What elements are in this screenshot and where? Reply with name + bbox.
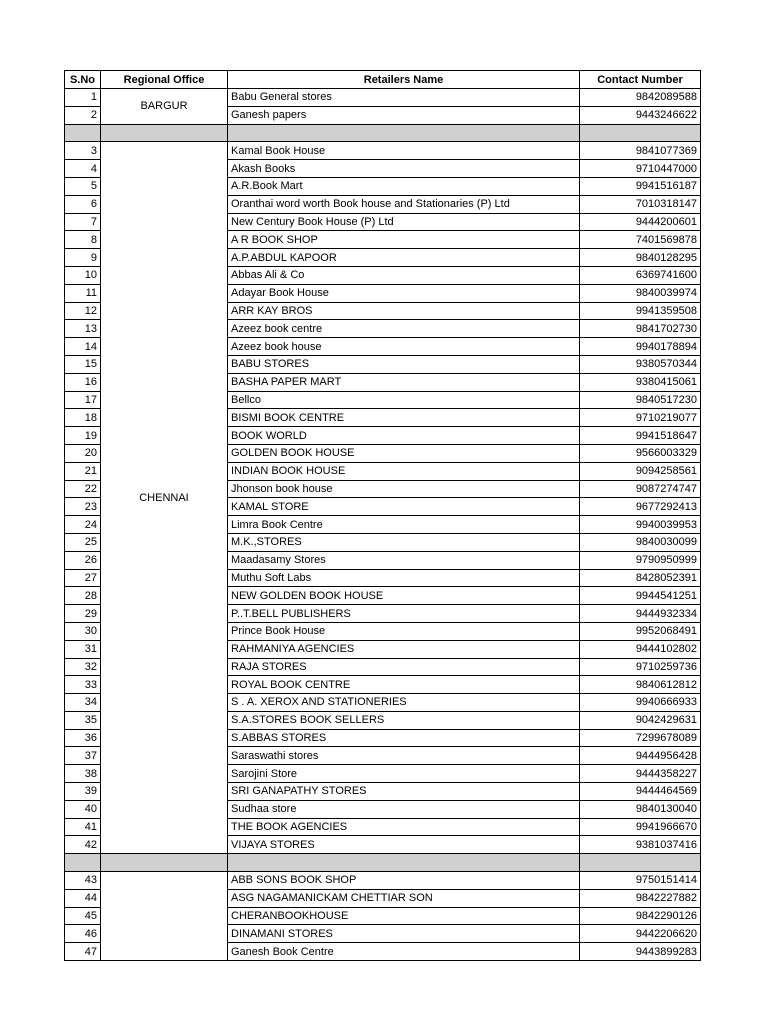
sno-cell: 6 bbox=[65, 195, 101, 213]
retailer-name-cell: Azeez book house bbox=[228, 338, 580, 356]
retailer-name-cell: ARR KAY BROS bbox=[228, 302, 580, 320]
retailer-name-cell: INDIAN BOOK HOUSE bbox=[228, 462, 580, 480]
retailers-table bbox=[64, 70, 701, 961]
contact-number-cell: 9840517230 bbox=[580, 391, 701, 409]
separator-cell bbox=[65, 854, 101, 872]
separator-cell bbox=[228, 124, 580, 142]
sno-cell: 46 bbox=[65, 925, 101, 943]
sno-cell: 34 bbox=[65, 694, 101, 712]
sno-cell: 33 bbox=[65, 676, 101, 694]
retailer-name-cell: S.A.STORES BOOK SELLERS bbox=[228, 711, 580, 729]
table-body bbox=[65, 89, 701, 961]
contact-number-cell: 9710447000 bbox=[580, 160, 701, 178]
sno-cell: 28 bbox=[65, 587, 101, 605]
contact-number-cell: 9944541251 bbox=[580, 587, 701, 605]
regional-office-cell: CHENNAI bbox=[101, 142, 228, 854]
contact-number-cell: 9380415061 bbox=[580, 373, 701, 391]
sno-cell: 16 bbox=[65, 373, 101, 391]
retailer-name-cell: M.K.,STORES bbox=[228, 533, 580, 551]
sno-cell: 18 bbox=[65, 409, 101, 427]
contact-number-cell: 9941516187 bbox=[580, 177, 701, 195]
contact-number-cell: 9940666933 bbox=[580, 694, 701, 712]
contact-number-cell: 9677292413 bbox=[580, 498, 701, 516]
separator-cell bbox=[228, 854, 580, 872]
contact-number-cell: 9840612812 bbox=[580, 676, 701, 694]
sno-cell: 12 bbox=[65, 302, 101, 320]
sno-cell: 17 bbox=[65, 391, 101, 409]
retailer-name-cell: VIJAYA STORES bbox=[228, 836, 580, 854]
sno-cell: 40 bbox=[65, 800, 101, 818]
sno-cell: 38 bbox=[65, 765, 101, 783]
sno-cell: 45 bbox=[65, 907, 101, 925]
contact-number-cell: 9840130040 bbox=[580, 800, 701, 818]
regional-office-cell: BARGUR bbox=[101, 89, 228, 125]
retailer-name-cell: P..T.BELL PUBLISHERS bbox=[228, 605, 580, 623]
contact-number-cell: 9042429631 bbox=[580, 711, 701, 729]
retailer-name-cell: BABU STORES bbox=[228, 355, 580, 373]
contact-number-cell: 9443246622 bbox=[580, 106, 701, 124]
retailer-name-cell: Maadasamy Stores bbox=[228, 551, 580, 569]
separator-cell bbox=[101, 854, 228, 872]
group-separator bbox=[65, 124, 701, 142]
sno-cell: 13 bbox=[65, 320, 101, 338]
sno-cell: 20 bbox=[65, 444, 101, 462]
header-retailers-name: Retailers Name bbox=[228, 71, 580, 89]
contact-number-cell: 9841702730 bbox=[580, 320, 701, 338]
table-row bbox=[65, 142, 701, 160]
sno-cell: 35 bbox=[65, 711, 101, 729]
retailer-name-cell: Prince Book House bbox=[228, 622, 580, 640]
sno-cell: 29 bbox=[65, 605, 101, 623]
header-row bbox=[65, 71, 701, 89]
sno-cell: 41 bbox=[65, 818, 101, 836]
sno-cell: 25 bbox=[65, 533, 101, 551]
sno-cell: 15 bbox=[65, 355, 101, 373]
sno-cell: 7 bbox=[65, 213, 101, 231]
header-sno: S.No bbox=[65, 71, 101, 89]
table-row bbox=[65, 89, 701, 107]
contact-number-cell: 9444358227 bbox=[580, 765, 701, 783]
retailer-name-cell: Sudhaa store bbox=[228, 800, 580, 818]
retailer-name-cell: THE BOOK AGENCIES bbox=[228, 818, 580, 836]
sno-cell: 37 bbox=[65, 747, 101, 765]
sno-cell: 10 bbox=[65, 266, 101, 284]
retailer-name-cell: SRI GANAPATHY STORES bbox=[228, 783, 580, 801]
retailer-name-cell: BOOK WORLD bbox=[228, 427, 580, 445]
contact-number-cell: 9842227882 bbox=[580, 889, 701, 907]
contact-number-cell: 9840030099 bbox=[580, 533, 701, 551]
contact-number-cell: 8428052391 bbox=[580, 569, 701, 587]
sno-cell: 47 bbox=[65, 943, 101, 961]
sno-cell: 22 bbox=[65, 480, 101, 498]
retailer-name-cell: RAHMANIYA AGENCIES bbox=[228, 640, 580, 658]
contact-number-cell: 9710219077 bbox=[580, 409, 701, 427]
sno-cell: 5 bbox=[65, 177, 101, 195]
sno-cell: 23 bbox=[65, 498, 101, 516]
retailer-name-cell: Azeez book centre bbox=[228, 320, 580, 338]
sno-cell: 14 bbox=[65, 338, 101, 356]
contact-number-cell: 9442206620 bbox=[580, 925, 701, 943]
contact-number-cell: 9941966670 bbox=[580, 818, 701, 836]
contact-number-cell: 9444956428 bbox=[580, 747, 701, 765]
retailer-name-cell: A.P.ABDUL KAPOOR bbox=[228, 249, 580, 267]
retailer-name-cell: ABB SONS BOOK SHOP bbox=[228, 872, 580, 890]
contact-number-cell: 9444932334 bbox=[580, 605, 701, 623]
contact-number-cell: 9444464569 bbox=[580, 783, 701, 801]
separator-cell bbox=[65, 124, 101, 142]
contact-number-cell: 9840128295 bbox=[580, 249, 701, 267]
contact-number-cell: 9444102802 bbox=[580, 640, 701, 658]
contact-number-cell: 9940039953 bbox=[580, 516, 701, 534]
sno-cell: 44 bbox=[65, 889, 101, 907]
sno-cell: 30 bbox=[65, 622, 101, 640]
header-regional-office: Regional Office bbox=[101, 71, 228, 89]
sno-cell: 3 bbox=[65, 142, 101, 160]
retailer-name-cell: KAMAL STORE bbox=[228, 498, 580, 516]
sno-cell: 32 bbox=[65, 658, 101, 676]
retailer-name-cell: A.R.Book Mart bbox=[228, 177, 580, 195]
sno-cell: 19 bbox=[65, 427, 101, 445]
sno-cell: 1 bbox=[65, 89, 101, 107]
retailer-name-cell: S . A. XEROX AND STATIONERIES bbox=[228, 694, 580, 712]
contact-number-cell: 9841077369 bbox=[580, 142, 701, 160]
contact-number-cell: 9380570344 bbox=[580, 355, 701, 373]
contact-number-cell: 9087274747 bbox=[580, 480, 701, 498]
retailer-name-cell: CHERANBOOKHOUSE bbox=[228, 907, 580, 925]
retailer-name-cell: Babu General stores bbox=[228, 89, 580, 107]
sno-cell: 36 bbox=[65, 729, 101, 747]
retailer-name-cell: Ganesh Book Centre bbox=[228, 943, 580, 961]
retailer-name-cell: NEW GOLDEN BOOK HOUSE bbox=[228, 587, 580, 605]
contact-number-cell: 7401569878 bbox=[580, 231, 701, 249]
contact-number-cell: 9941359508 bbox=[580, 302, 701, 320]
sno-cell: 21 bbox=[65, 462, 101, 480]
sno-cell: 2 bbox=[65, 106, 101, 124]
contact-number-cell: 9443899283 bbox=[580, 943, 701, 961]
retailer-name-cell: Oranthai word worth Book house and Stationaries (P) Ltd bbox=[228, 195, 580, 213]
retailer-name-cell: RAJA STORES bbox=[228, 658, 580, 676]
retailer-name-cell: Muthu Soft Labs bbox=[228, 569, 580, 587]
contact-number-cell: 6369741600 bbox=[580, 266, 701, 284]
retailer-name-cell: ROYAL BOOK CENTRE bbox=[228, 676, 580, 694]
retailer-name-cell: BASHA PAPER MART bbox=[228, 373, 580, 391]
retailer-name-cell: Adayar Book House bbox=[228, 284, 580, 302]
contact-number-cell: 9444200601 bbox=[580, 213, 701, 231]
retailer-name-cell: DINAMANI STORES bbox=[228, 925, 580, 943]
separator-cell bbox=[580, 854, 701, 872]
retailer-name-cell: Ganesh papers bbox=[228, 106, 580, 124]
retailer-name-cell: Limra Book Centre bbox=[228, 516, 580, 534]
contact-number-cell: 9790950999 bbox=[580, 551, 701, 569]
contact-number-cell: 9941518647 bbox=[580, 427, 701, 445]
retailer-name-cell: A R BOOK SHOP bbox=[228, 231, 580, 249]
retailer-name-cell: Sarojini Store bbox=[228, 765, 580, 783]
header-contact-number: Contact Number bbox=[580, 71, 701, 89]
separator-cell bbox=[580, 124, 701, 142]
sno-cell: 39 bbox=[65, 783, 101, 801]
separator-cell bbox=[101, 124, 228, 142]
contact-number-cell: 9710259736 bbox=[580, 658, 701, 676]
sno-cell: 11 bbox=[65, 284, 101, 302]
contact-number-cell: 9381037416 bbox=[580, 836, 701, 854]
group-separator bbox=[65, 854, 701, 872]
contact-number-cell: 7010318147 bbox=[580, 195, 701, 213]
contact-number-cell: 9940178894 bbox=[580, 338, 701, 356]
contact-number-cell: 9842290126 bbox=[580, 907, 701, 925]
retailer-name-cell: S.ABBAS STORES bbox=[228, 729, 580, 747]
retailer-name-cell: BISMI BOOK CENTRE bbox=[228, 409, 580, 427]
retailer-name-cell: New Century Book House (P) Ltd bbox=[228, 213, 580, 231]
retailer-name-cell: Bellco bbox=[228, 391, 580, 409]
sno-cell: 8 bbox=[65, 231, 101, 249]
sno-cell: 4 bbox=[65, 160, 101, 178]
table-row bbox=[65, 872, 701, 890]
regional-office-cell bbox=[101, 872, 228, 961]
retailer-name-cell: Akash Books bbox=[228, 160, 580, 178]
sno-cell: 31 bbox=[65, 640, 101, 658]
sno-cell: 42 bbox=[65, 836, 101, 854]
contact-number-cell: 9952068491 bbox=[580, 622, 701, 640]
retailer-name-cell: ASG NAGAMANICKAM CHETTIAR SON bbox=[228, 889, 580, 907]
sno-cell: 24 bbox=[65, 516, 101, 534]
contact-number-cell: 9750151414 bbox=[580, 872, 701, 890]
retailer-name-cell: Abbas Ali & Co bbox=[228, 266, 580, 284]
contact-number-cell: 7299678089 bbox=[580, 729, 701, 747]
contact-number-cell: 9094258561 bbox=[580, 462, 701, 480]
sno-cell: 43 bbox=[65, 872, 101, 890]
retailer-name-cell: Saraswathi stores bbox=[228, 747, 580, 765]
contact-number-cell: 9566003329 bbox=[580, 444, 701, 462]
contact-number-cell: 9842089588 bbox=[580, 89, 701, 107]
sno-cell: 9 bbox=[65, 249, 101, 267]
retailer-name-cell: Jhonson book house bbox=[228, 480, 580, 498]
retailer-name-cell: GOLDEN BOOK HOUSE bbox=[228, 444, 580, 462]
sno-cell: 26 bbox=[65, 551, 101, 569]
retailer-name-cell: Kamal Book House bbox=[228, 142, 580, 160]
sno-cell: 27 bbox=[65, 569, 101, 587]
contact-number-cell: 9840039974 bbox=[580, 284, 701, 302]
